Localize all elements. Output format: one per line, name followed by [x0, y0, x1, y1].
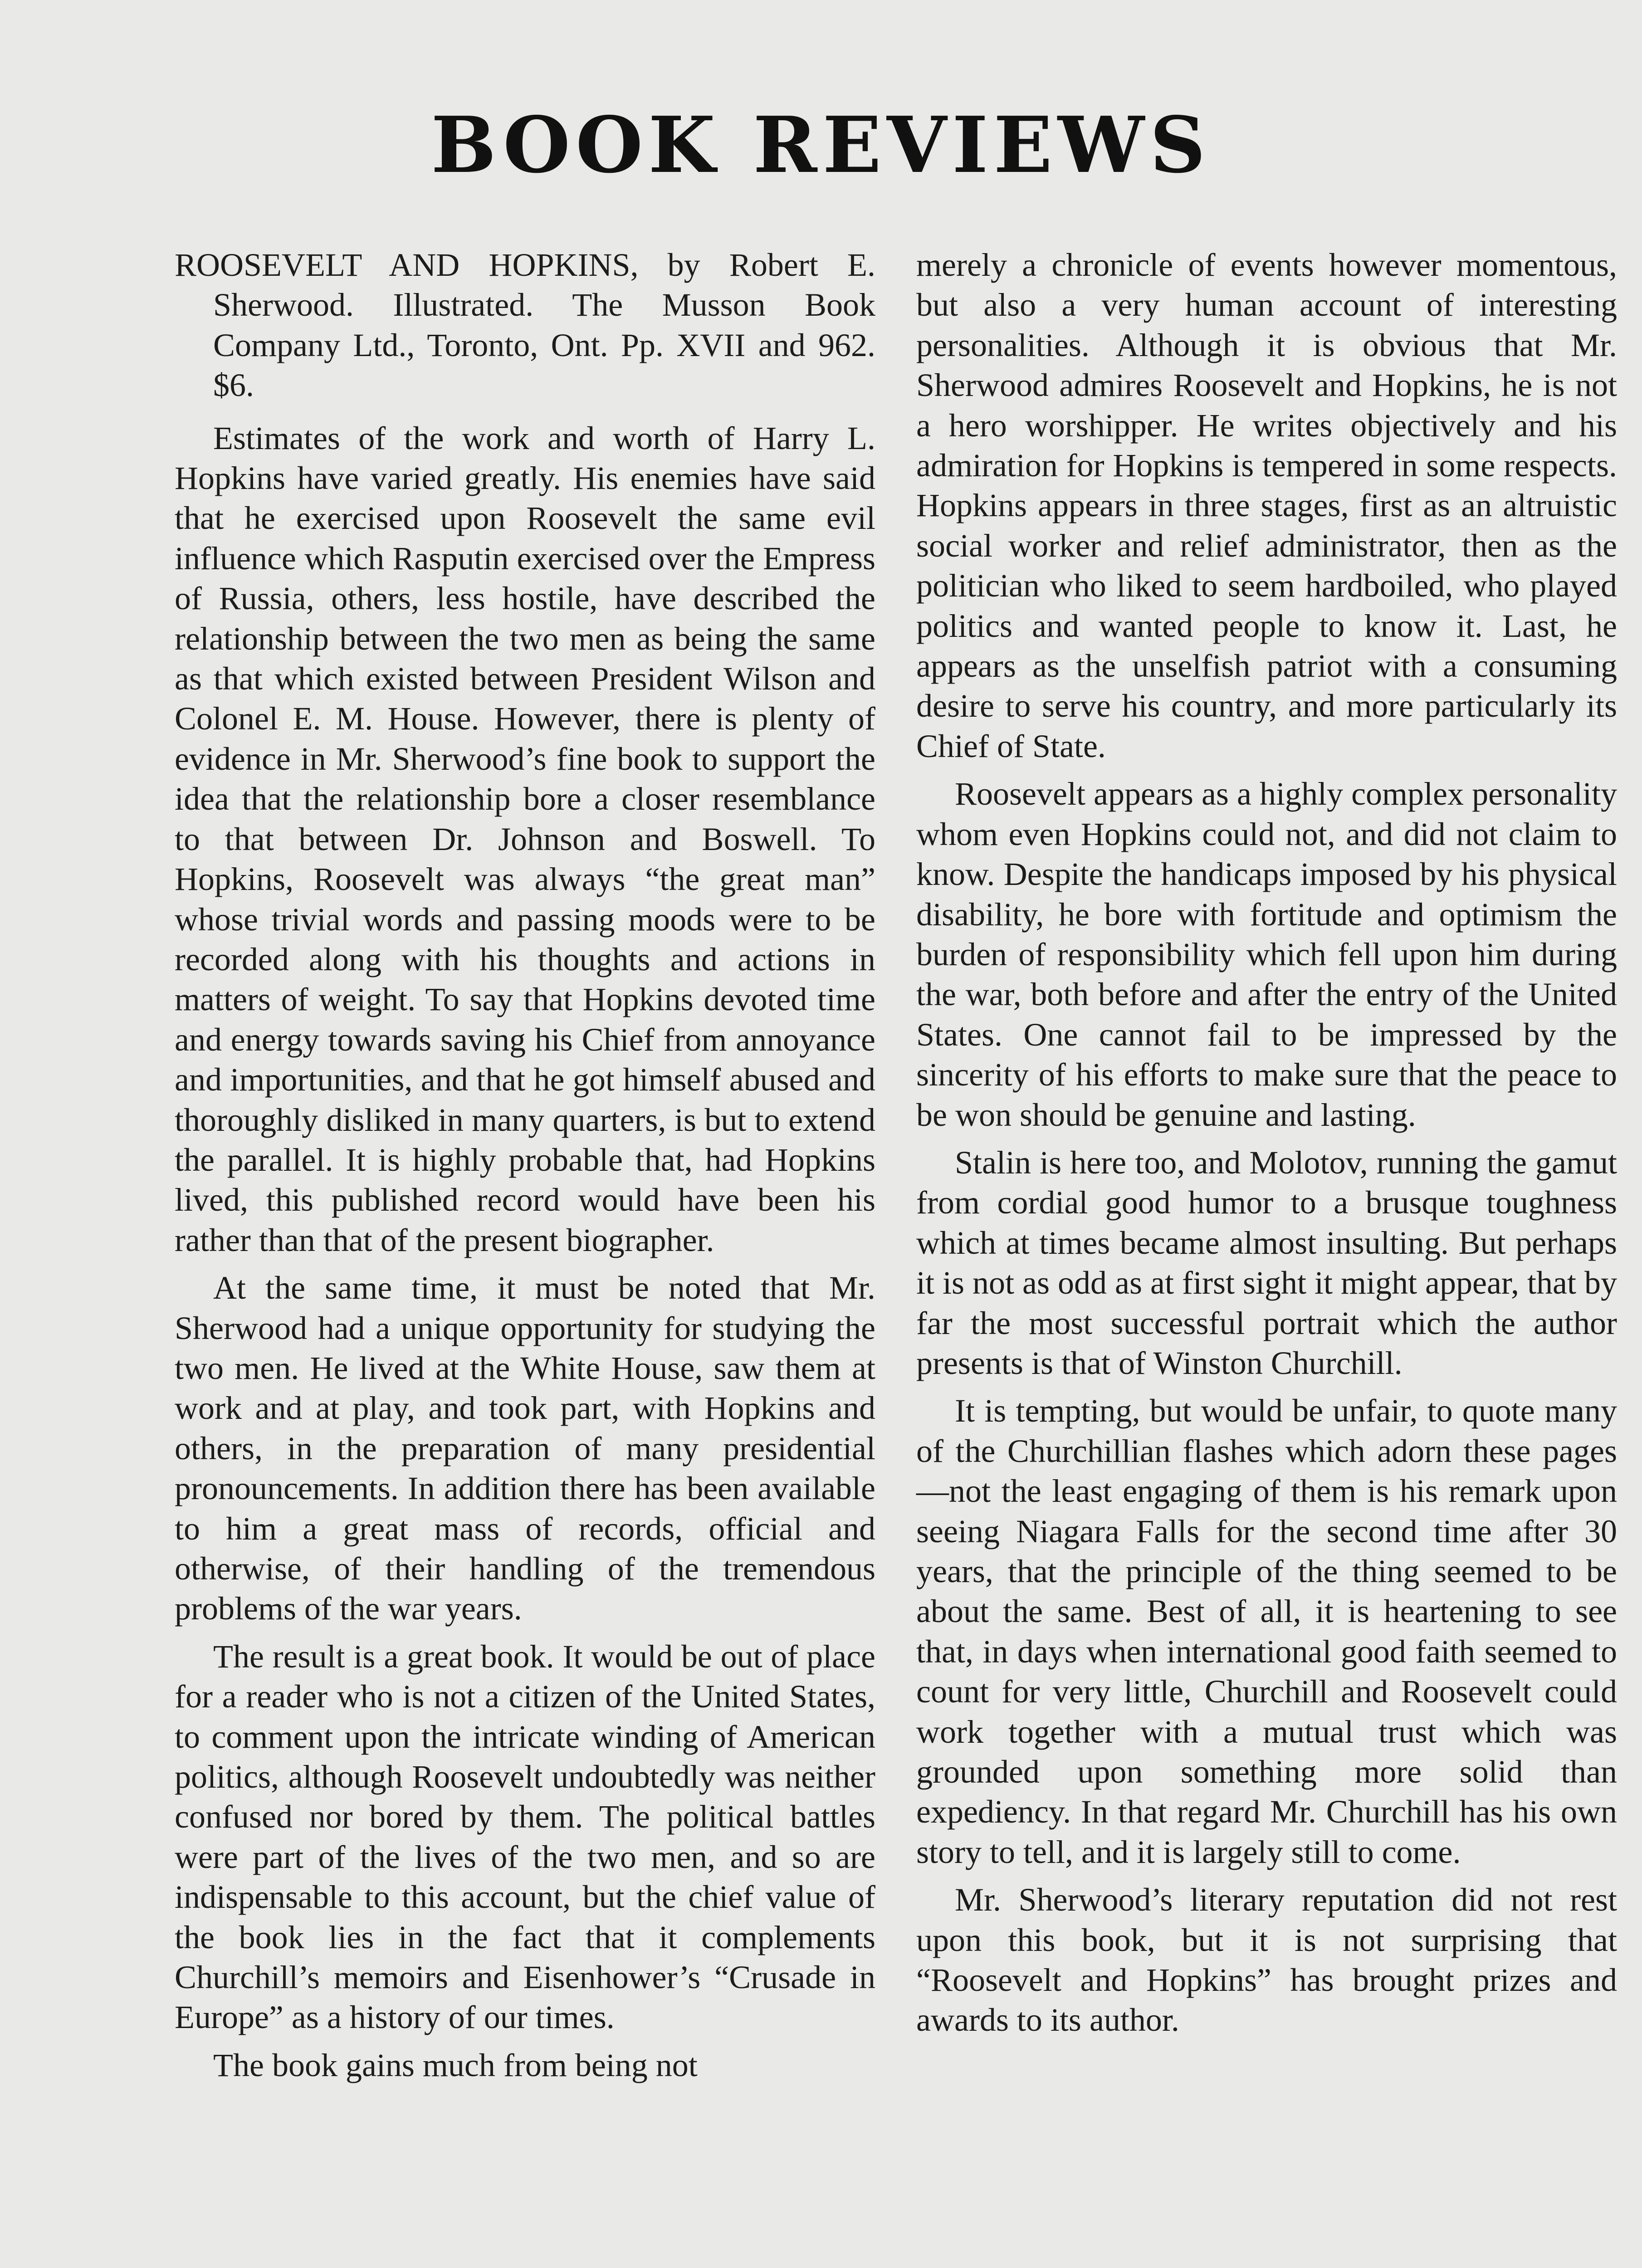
- review-paragraph-2: At the same time, it must be noted that Mr. Sherwood had a unique opportunity for studying the two men. He lived at the White House, saw them at work and at play, and took part, with Hopkins and others, in the preparation of many presidential pronouncements. In addition there has been available to him a great mass of records, official and otherwise, of their handling of the tremendous problems of the war years.: [175, 1270, 875, 1627]
- page-title: BOOK REVIEWS: [431, 100, 1211, 191]
- book-citation: [175, 245, 875, 406]
- review-paragraph-4: The book gains much from being not: [213, 2047, 698, 2083]
- review-paragraph-continuation: merely a chronicle of events however momentous, but also a very human account of interesting personalities. Although it is obvious that Mr. Sherwood admires Roosevelt and Hopkins, he is not a hero worshipper. He writes objectively and his admiration for Hopkins is tempered in some respects. Hopkins appears in three stages, first as an altruistic social worker and relief administrator, then as the politician who liked to seem hardboiled, who played politics and wanted people to know it. Last, he appears as the unselfish patriot with a consuming desire to serve his country, and more particularly its Chief of State.: [916, 247, 1617, 764]
- review-paragraph-7: It is tempting, but would be unfair, to quote many of the Churchillian flashes which adorn these pages—not the least engaging of them is his remark upon seeing Niagara Falls for the second time after 30 years, that the principle of the thing seemed to be about the same. Best of all, it is heartening to see that, in days when international good faith seemed to count for very little, Churchill and Roosevelt could work together with a mutual trust which was grounded upon something more solid than expediency. In that regard Mr. Churchill has his own story to tell, and it is largely still to come.: [916, 1393, 1617, 1870]
- review-paragraph-3: The result is a great book. It would be out of place for a reader who is not a citizen of the United States, to comment upon the intricate winding of American politics, although Roosevelt undoubtedly was neither confused nor bored by them. The political battles were part of the lives of the two men, and so are indispensable to this account, but the chief value of the book lies in the fact that it complements Churchill’s memoirs and Eisenhower’s “Crusade in Europe” as a history of our times.: [175, 1638, 875, 2036]
- right-column: [916, 245, 1617, 2048]
- citation-text: ROOSEVELT AND HOPKINS, by Robert E. Sherwood. Illustrated. The Musson Book Company Ltd., Toronto, Ont. Pp. XVII and 962. $6.: [175, 247, 875, 404]
- review-paragraph-8: Mr. Sherwood’s literary reputation did not rest upon this book, but it is not surprising that “Roosevelt and Hopkins” has brought prizes and awards to its author.: [916, 1882, 1617, 2038]
- review-paragraph-1: Estimates of the work and worth of Harry L. Hopkins have varied greatly. His enemies have said that he exercised upon Roosevelt the same evil influence which Rasputin exercised over the Empress of Russia, others, less hostile, have described the relationship between the two men as being the same as that which existed between President Wilson and Colonel E. M. House. However, there is plenty of evidence in Mr. Sherwood’s fine book to support the idea that the relationship bore a closer resemblance to that between Dr. Johnson and Boswell. To Hopkins, Roosevelt was always “the great man” whose trivial words and passing moods were to be recorded along with his thoughts and actions in matters of weight. To say that Hopkins devoted time and energy towards saving his Chief from annoyance and importunities, and that he got himself abused and thoroughly disliked in many quarters, is but to extend the parallel. It is highly probable that, had Hopkins lived, this published record would have been his rather than that of the present biographer.: [175, 420, 875, 1258]
- review-paragraph-5: Roosevelt appears as a highly complex personality whom even Hopkins could not, and did not claim to know. Despite the handicaps imposed by his physical disability, he bore with fortitude and optimism the burden of responsibility which fell upon him during the war, both before and after the entry of the United States. One cannot fail to be impressed by the sincerity of his efforts to make sure that the peace to be won should be genuine and lasting.: [916, 776, 1617, 1133]
- left-column: [175, 245, 875, 2093]
- review-paragraph-6: Stalin is here too, and Molotov, running the gamut from cordial good humor to a brusque toughness which at times became almost insulting. But perhaps it is not as odd as at first sight it might appear, that by far the most successful portrait which the author presents is that of Winston Churchill.: [916, 1144, 1617, 1381]
